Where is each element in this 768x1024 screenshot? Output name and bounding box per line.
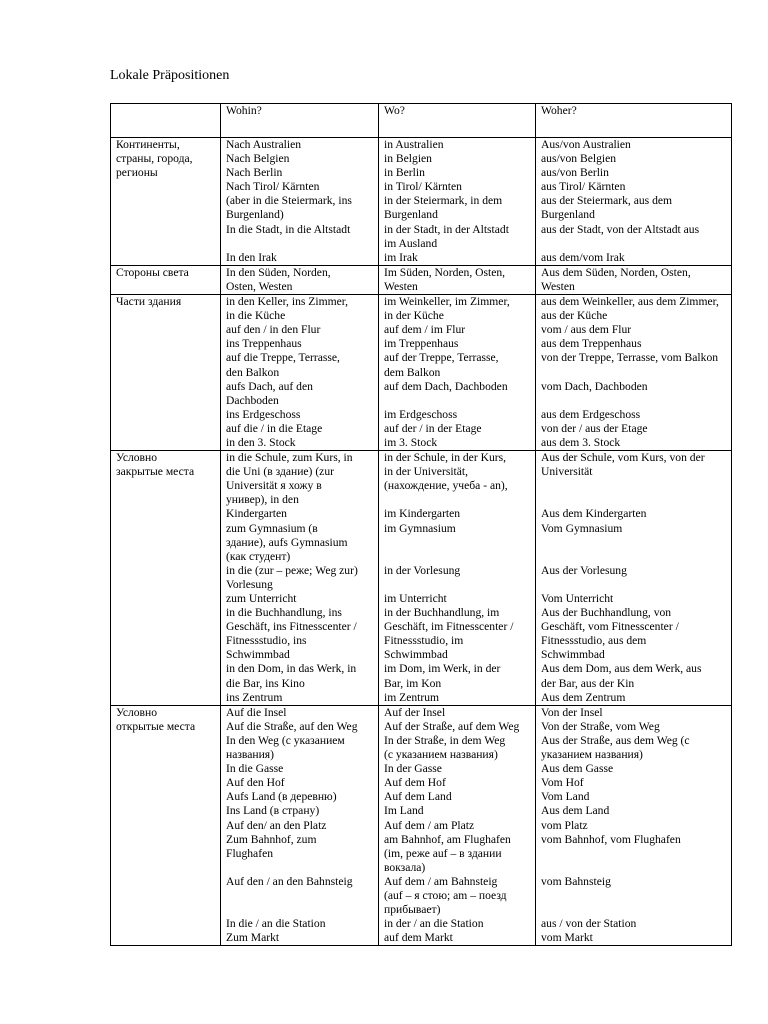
cell-line: In die Gasse — [226, 762, 284, 776]
cell-line: aus dem 3. Stock — [541, 435, 621, 449]
cell-line: in den Dom, in das Werk, in — [226, 662, 357, 676]
cell-line: aus/von Belgien — [541, 152, 617, 166]
cell-line — [541, 536, 729, 550]
cell-wo — [379, 265, 536, 294]
cell-line — [541, 550, 729, 564]
cell-line: auf dem Markt — [384, 931, 453, 945]
cell-line: in der Universität, — [384, 465, 469, 479]
cell-line: aus dem Erdgeschoss — [541, 407, 641, 421]
header-cell-wo: Wo? — [379, 104, 536, 138]
cell-line: Schwimmbad — [541, 648, 605, 662]
cell-line: im Weinkeller, im Zimmer, — [384, 295, 510, 309]
cell-line: aus / von der Station — [541, 917, 637, 931]
cell-line: Auf dem Land — [384, 790, 452, 804]
cell-line: Schwimmbad — [384, 648, 448, 662]
cell-wo — [379, 451, 536, 706]
cell-line: in die Küche — [226, 309, 286, 323]
cell-line: Стороны света — [116, 265, 189, 279]
cell-line: in die Buchhandlung, ins — [226, 606, 342, 620]
cell-line: In den Süden, Norden, — [226, 265, 331, 279]
cell-line: Aus der Schule, vom Kurs, von der — [541, 451, 705, 465]
cell-line: Aufs Land (в деревню) — [226, 790, 337, 804]
cell-line: Westen — [541, 279, 575, 293]
cell-line: Osten, Westen — [226, 279, 293, 293]
cell-line: im Treppenhaus — [384, 337, 459, 351]
cell-line: In die / an die Station — [226, 917, 326, 931]
cell-line: in der Vorlesung — [384, 563, 461, 577]
cell-line: aus der Küche — [541, 309, 608, 323]
cell-line: (im, реже auf – в здании — [384, 846, 502, 860]
cell-line: Auf dem / am Platz — [384, 818, 475, 832]
cell-line: auf der / in der Etage — [384, 421, 482, 435]
cell-line: Fitnessstudio, im — [384, 634, 464, 648]
cell-line — [541, 861, 729, 875]
cell-line: Nach Belgien — [226, 152, 290, 166]
table-row — [111, 265, 732, 294]
cell-line: (с указанием названия) — [384, 748, 498, 762]
cell-line: In den Weg (с указанием — [226, 733, 345, 747]
cell-line: Geschäft, im Fitnesscenter / — [384, 620, 514, 634]
cell-line: vom / aus dem Flur — [541, 323, 632, 337]
cell-line: In der Gasse — [384, 762, 442, 776]
cell-line: Ins Land (в страну) — [226, 804, 320, 818]
cell-line: in der Stadt, in der Altstadt — [384, 222, 509, 236]
cell-line: im Unterricht — [384, 592, 447, 605]
cell-line — [384, 394, 533, 408]
cell-line: in die Schule, zum Kurs, in — [226, 451, 353, 465]
cell-line: страны, города, — [116, 152, 193, 166]
cell-line: in Belgien — [384, 152, 432, 166]
cell-line: aus dem/vom Irak — [541, 250, 625, 264]
cell-wo — [379, 295, 536, 451]
cell-woher — [536, 265, 732, 294]
cell-line: Nach Tirol/ Kärnten — [226, 180, 320, 194]
cell-line: in Australien — [384, 138, 444, 151]
cell-line: Vom Gymnasium — [541, 521, 623, 535]
cell-line: Aus/von Australien — [541, 138, 631, 151]
cell-line — [226, 889, 376, 903]
cell-line: In der Straße, in dem Weg — [384, 733, 506, 747]
cell-line: der Bar, aus der Kin — [541, 676, 635, 690]
cell-line: zum Gymnasium (в — [226, 521, 318, 535]
cell-line — [541, 394, 729, 408]
cell-line: auf dem / im Flur — [384, 323, 466, 337]
cell-line: (как студент) — [226, 549, 291, 563]
cell-line: Fitnessstudio, ins — [226, 634, 307, 648]
cell-line: aus der Stadt, von der Altstadt aus — [541, 222, 700, 236]
cell-line: von der / aus der Etage — [541, 421, 648, 435]
cell-line: vom Markt — [541, 931, 593, 945]
header-row — [111, 104, 732, 138]
cell-line: auf die Treppe, Terrasse, — [226, 351, 340, 365]
cell-line: zum Unterricht — [226, 592, 297, 605]
cell-line — [541, 889, 729, 903]
cell-wohin — [221, 265, 379, 294]
cell-line: Dachboden — [226, 393, 279, 407]
cell-line: Auf der Straße, auf dem Weg — [384, 719, 520, 733]
cell-line: aus dem Treppenhaus — [541, 337, 642, 351]
cell-line: Im Land — [384, 804, 424, 818]
cell-line: aus dem Weinkeller, aus dem Zimmer, — [541, 295, 719, 309]
cell-line: aufs Dach, auf den — [226, 379, 313, 393]
cell-line: Auf dem / am Bahnsteig — [384, 874, 498, 888]
table-row — [111, 138, 732, 266]
cell-wohin — [221, 295, 379, 451]
prepositions-table — [110, 103, 732, 946]
cell-line: названия) — [226, 748, 274, 762]
cell-line: am Bahnhof, am Flughafen — [384, 832, 511, 846]
cell-line: ins Zentrum — [226, 690, 283, 704]
cell-line: Aus der Vorlesung — [541, 563, 627, 577]
cell-line: Burgenland — [384, 208, 438, 222]
cell-line: in Tirol/ Kärnten — [384, 180, 462, 194]
cell-line: Schwimmbad — [226, 648, 290, 662]
cell-line: im Gymnasium — [384, 521, 456, 535]
cell-line — [226, 237, 376, 251]
cell-line: in der Buchhandlung, im — [384, 606, 500, 620]
cell-line: Aus der Straße, aus dem Weg (с — [541, 733, 690, 747]
cell-line: aus/von Berlin — [541, 166, 609, 180]
cell-line: in der Schule, in der Kurs, — [384, 451, 507, 465]
header-cell-wohin: Wohin? — [221, 104, 379, 138]
cell-line: Auf den/ an den Platz — [226, 818, 327, 832]
cell-line: Burgenland — [541, 208, 595, 222]
cell-line: Vorlesung — [226, 577, 273, 591]
table-row — [111, 295, 732, 451]
cell-line: (aber in die Steiermark, ins — [226, 194, 352, 208]
cell-line: im 3. Stock — [384, 435, 438, 449]
cell-line: Vom Land — [541, 790, 590, 804]
cell-wohin — [221, 138, 379, 266]
cell-line: vom Dach, Dachboden — [541, 379, 648, 393]
cell-line: прибывает) — [384, 903, 441, 917]
cell-line: закрытые места — [116, 465, 195, 479]
cell-line: (нахождение, учеба - an), — [384, 479, 508, 493]
cell-line: Zum Bahnhof, zum — [226, 832, 317, 846]
cell-category — [111, 451, 221, 706]
cell-line: auf der Treppe, Terrasse, — [384, 351, 499, 365]
cell-line — [384, 493, 533, 507]
cell-woher — [536, 451, 732, 706]
cell-line: Fitnessstudio, aus dem — [541, 634, 647, 648]
cell-line: im Dom, im Werk, in der — [384, 662, 501, 676]
cell-line: vom Platz — [541, 818, 588, 832]
cell-line: In die Stadt, in die Altstadt — [226, 222, 351, 236]
page-title: Lokale Präpositionen — [110, 68, 230, 83]
cell-line: Условно — [116, 451, 158, 465]
cell-line — [226, 903, 376, 917]
cell-woher — [536, 705, 732, 946]
cell-line — [384, 550, 533, 564]
cell-line: im Erdgeschoss — [384, 407, 458, 421]
cell-line: aus der Steiermark, aus dem — [541, 194, 673, 208]
cell-category — [111, 138, 221, 266]
cell-line: Aus dem Kindergarten — [541, 507, 647, 521]
cell-category — [111, 705, 221, 946]
cell-line: dem Balkon — [384, 365, 441, 379]
cell-line: aus Tirol/ Kärnten — [541, 180, 626, 194]
cell-line: die Bar, ins Kino — [226, 676, 305, 690]
cell-line: Im Süden, Norden, Osten, — [384, 265, 506, 279]
cell-line — [541, 847, 729, 861]
cell-line: Geschäft, ins Fitnesscenter / — [226, 620, 357, 634]
cell-line: Vom Hof — [541, 776, 584, 790]
cell-line: Aus dem Süden, Norden, Osten, — [541, 265, 691, 279]
cell-line: Aus dem Zentrum — [541, 690, 626, 704]
cell-line — [541, 479, 729, 493]
cell-line — [541, 903, 729, 917]
cell-line: Westen — [384, 279, 418, 293]
cell-line: die Uni (в здание) (zur — [226, 465, 334, 479]
cell-line: in die (zur – реже; Weg zur) — [226, 563, 358, 577]
cell-line: in Berlin — [384, 166, 425, 180]
cell-wo — [379, 705, 536, 946]
cell-line: Aus der Buchhandlung, von — [541, 606, 672, 620]
cell-line — [226, 861, 376, 875]
cell-category — [111, 265, 221, 294]
cell-line: Auf die Straße, auf den Weg — [226, 719, 358, 733]
cell-line: Aus dem Land — [541, 804, 610, 818]
cell-line — [384, 578, 533, 592]
header-cell-category — [111, 104, 221, 138]
cell-line: im Ausland — [384, 236, 438, 250]
cell-line — [384, 536, 533, 550]
cell-line: Nach Berlin — [226, 166, 283, 180]
cell-line: универ), in den — [226, 493, 299, 507]
cell-line: регионы — [116, 166, 158, 180]
cell-line: den Balkon — [226, 365, 280, 379]
cell-line: Auf die Insel — [226, 705, 287, 719]
cell-line: Von der Straße, vom Weg — [541, 719, 660, 733]
cell-line: in den Keller, ins Zimmer, — [226, 295, 349, 309]
cell-line: vom Bahnhof, vom Flughafen — [541, 832, 681, 846]
cell-line: Geschäft, vom Fitnesscenter / — [541, 620, 679, 634]
cell-line: (auf – я стою; am – поезд — [384, 888, 507, 902]
cell-wohin — [221, 451, 379, 706]
cell-line: Auf den / an den Bahnsteig — [226, 874, 353, 888]
cell-line: in den 3. Stock — [226, 435, 296, 449]
cell-line: im Irak — [384, 250, 418, 264]
cell-line: Zum Markt — [226, 931, 280, 945]
cell-line — [541, 493, 729, 507]
cell-line: Vom Unterricht — [541, 592, 614, 605]
cell-wohin — [221, 705, 379, 946]
cell-line: Burgenland) — [226, 208, 284, 222]
cell-line: ins Treppenhaus — [226, 337, 302, 351]
cell-category — [111, 295, 221, 451]
cell-line: In den Irak — [226, 250, 277, 264]
cell-line: Bar, im Kon — [384, 676, 442, 690]
cell-line: auf dem Dach, Dachboden — [384, 379, 508, 393]
cell-line: Von der Insel — [541, 705, 603, 719]
table-row — [111, 705, 732, 946]
cell-line: Nach Australien — [226, 138, 302, 151]
cell-wo — [379, 138, 536, 266]
cell-line: вокзала) — [384, 860, 426, 874]
cell-line — [541, 237, 729, 251]
cell-line: Universität я хожу в — [226, 479, 322, 493]
cell-line: Kindergarten — [226, 507, 287, 521]
cell-line — [541, 366, 729, 380]
cell-line: здание), aufs Gymnasium — [226, 535, 348, 549]
cell-line: Aus dem Gasse — [541, 762, 614, 776]
cell-line: in der Küche — [384, 309, 444, 323]
cell-line: von der Treppe, Terrasse, vom Balkon — [541, 351, 719, 365]
cell-line: Universität — [541, 465, 593, 479]
cell-line: Auf der Insel — [384, 705, 446, 719]
cell-line: открытые места — [116, 719, 196, 733]
cell-line: im Kindergarten — [384, 507, 461, 521]
cell-line: Flughafen — [226, 846, 274, 860]
cell-line: Auf den Hof — [226, 776, 285, 790]
table-row — [111, 451, 732, 706]
cell-line: Условно — [116, 705, 158, 719]
cell-line: Aus dem Dom, aus dem Werk, aus — [541, 662, 702, 676]
cell-line: Континенты, — [116, 138, 180, 151]
cell-line: auf die / in die Etage — [226, 421, 323, 435]
cell-line: in der Steiermark, in dem — [384, 194, 503, 208]
cell-woher — [536, 138, 732, 266]
cell-line: vom Bahnsteig — [541, 874, 611, 888]
header-cell-woher: Woher? — [536, 104, 732, 138]
cell-line: auf den / in den Flur — [226, 323, 321, 337]
cell-line — [541, 578, 729, 592]
cell-line: Auf dem Hof — [384, 776, 446, 790]
cell-line: Части здания — [116, 295, 182, 309]
cell-woher — [536, 295, 732, 451]
cell-line: ins Erdgeschoss — [226, 407, 301, 421]
cell-line: im Zentrum — [384, 690, 440, 704]
cell-line: in der / an die Station — [384, 917, 484, 931]
cell-line: указанием названия) — [541, 748, 643, 762]
